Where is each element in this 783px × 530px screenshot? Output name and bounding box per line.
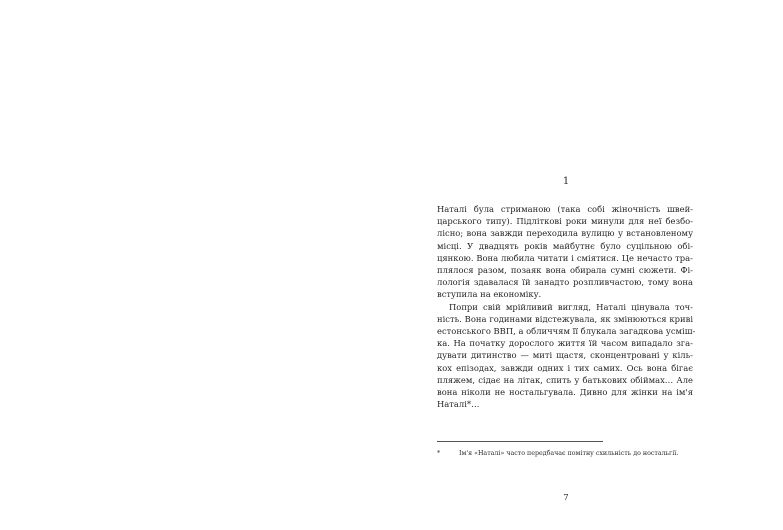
text-line: Наталі була стриманою (така собі жіночність швей- xyxy=(437,204,693,214)
left-page-blank xyxy=(0,0,391,530)
text-line: кох епізодах, завжди одних і тих самих. Ось вона бігає xyxy=(437,362,693,373)
text-line: ність. Вона годинами відстежувала, як змінюються криві xyxy=(437,313,693,324)
chapter-number: 1 xyxy=(562,176,570,187)
footnote-divider xyxy=(437,441,603,442)
page-number: 7 xyxy=(563,493,569,503)
text-line: лологія здавалася їй занадто розпливчастою, тому вона xyxy=(437,277,693,288)
text-line: місці. У двадцять років майбутнє було суцільною обі- xyxy=(437,240,693,251)
text-line: плялося разом, позаяк вона обирала сумні сюжети. Фі- xyxy=(437,265,693,276)
body-text xyxy=(437,203,696,410)
text-line: пляжем, сідає на літак, спить у батькових обіймах… Але xyxy=(437,374,693,385)
text-line: Попри свій мрійливий вигляд, Наталі цінувала точ- xyxy=(449,301,693,312)
text-line: дувати дитинство — миті щастя, сконцентровані у кіль- xyxy=(437,350,693,361)
footnote-text: Ім'я «Наталі» часто передбачає помітну схильність до ностальгії. xyxy=(459,450,679,457)
text-line: лісно; вона завжди переходила вулицю у встановленому xyxy=(437,228,693,239)
text-line: царського типу). Підліткові роки минули для неї безбо- xyxy=(437,216,693,227)
text-line: вона ніколи не ностальгувала. Дивно для жінки на ім'я xyxy=(437,387,693,398)
text-line: вступила на економіку. xyxy=(437,289,542,300)
text-line: Наталі*… xyxy=(437,399,480,410)
text-line: ка. На початку дорослого життя їй часом випадало зга- xyxy=(437,338,693,349)
text-line: цянкою. Вона любила читати і сміятися. Це нечасто тра- xyxy=(437,252,693,263)
footnote-marker: * xyxy=(437,450,441,457)
footnote xyxy=(437,449,697,458)
text-line: естонського ВВП, а обличчям її блукала загадкова усміш- xyxy=(437,326,696,337)
